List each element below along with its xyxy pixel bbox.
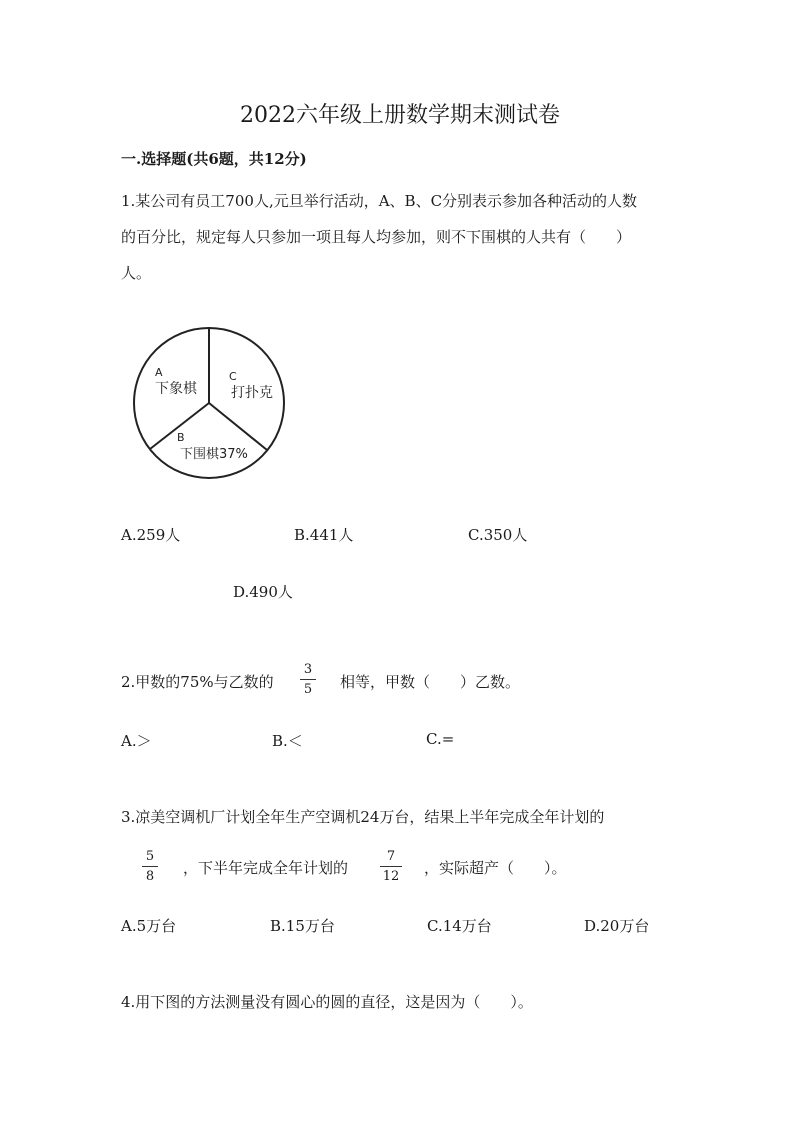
question-4-line-1: 4.用下图的方法测量没有圆心的圆的直径，这是因为（ ）。 [121,993,533,1011]
question-3-text-mid: ，下半年完成全年计划的 [183,859,349,877]
pie-label-a-letter: A [155,366,163,379]
q2-fraction [300,662,316,697]
pie-label-b-letter: B [177,431,185,444]
q3-option-a: A.5万台 [121,917,177,935]
pie-label-c-letter: C [229,370,237,383]
fraction-bar [300,679,316,680]
q3-fraction-2-denominator: 12 [382,869,400,884]
question-1-line-3: 人。 [121,264,152,282]
q3-fraction-2-numerator: 7 [386,849,396,864]
q2-option-c: C.= [426,730,455,748]
question-1-line-2: 的百分比，规定每人只参加一项且每人均参加，则不下围棋的人共有（ ） [121,228,632,246]
fraction-bar [380,866,402,867]
q2-fraction-numerator: 3 [303,662,313,677]
pie-chart [128,318,292,486]
q1-option-b: B.441人 [294,526,354,544]
q3-fraction-1 [142,849,158,884]
question-2-text-b: 相等，甲数（ ）乙数。 [340,673,521,691]
q2-option-a: A.＞ [121,732,152,750]
q3-option-d: D.20万台 [584,917,650,935]
fraction-bar [142,866,158,867]
q3-option-c: C.14万台 [427,917,492,935]
q1-option-d: D.490人 [233,583,293,601]
pie-divider-right [209,403,267,450]
q1-option-a: A.259人 [121,526,181,544]
q1-option-c: C.350人 [468,526,528,544]
question-3-line-1: 3.凉美空调机厂计划全年生产空调机24万台，结果上半年完成全年计划的 [121,808,605,826]
question-2-text-a: 2.甲数的75%与乙数的 [121,673,274,691]
q3-fraction-2 [380,849,402,884]
q3-fraction-1-numerator: 5 [145,849,155,864]
page-title: 2022六年级上册数学期末测试卷 [240,103,560,128]
question-1-line-1: 1.某公司有员工700人,元旦举行活动，A、B、C分别表示参加各种活动的人数 [121,192,638,210]
pie-label-c: 打扑克 [231,385,273,401]
q3-fraction-1-denominator: 8 [145,869,155,884]
q2-option-b: B.＜ [272,732,303,750]
q2-fraction-denominator: 5 [303,682,313,697]
section-heading: 一.选择题(共6题，共12分) [121,150,307,168]
pie-label-a: 下象棋 [155,381,197,397]
question-3-text-end: ，实际超产（ ）。 [424,859,567,877]
pie-label-b: 下围棋37% [180,447,248,462]
q3-option-b: B.15万台 [270,917,335,935]
